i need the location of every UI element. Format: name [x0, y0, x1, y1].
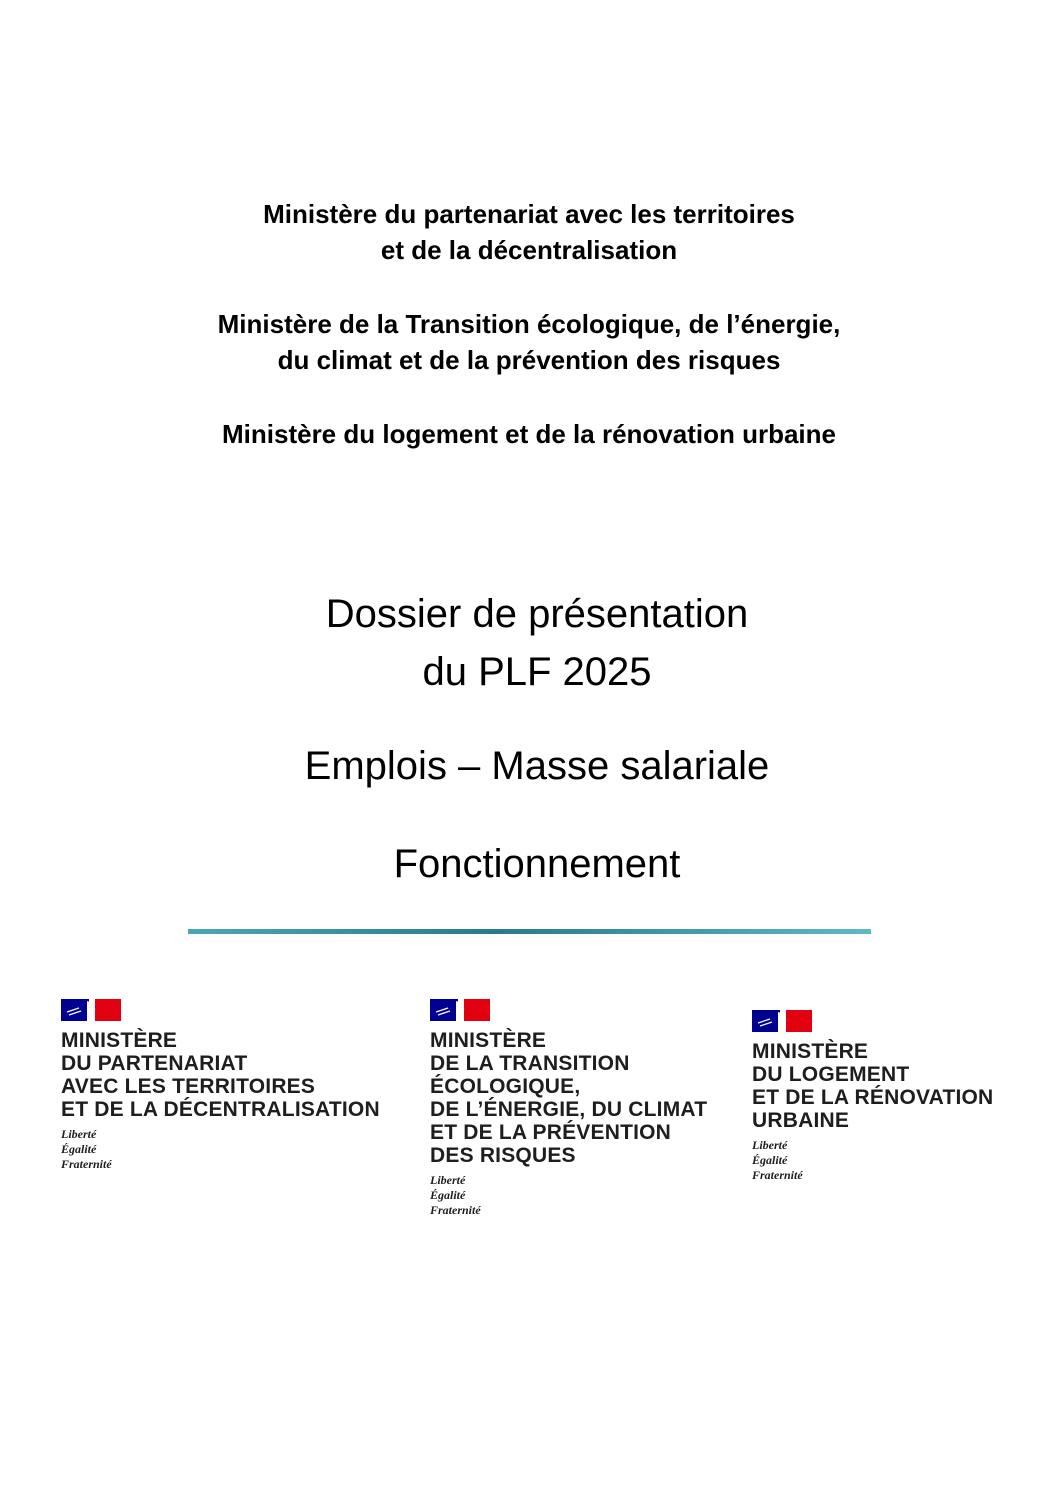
document-title: [0, 585, 1058, 893]
ministry-logement: Ministère du logement et de la rénovation urbaine: [222, 419, 836, 449]
logo-ministere-transition: [430, 999, 707, 1218]
marianne-flag-icon: [430, 999, 490, 1021]
logo-ministere-logement: [752, 1010, 993, 1183]
logo-ministere-partenariat: [61, 999, 380, 1172]
divider-line: [188, 929, 871, 934]
title-emplois: Emplois – Masse salariale: [304, 744, 770, 788]
marianne-flag-icon: [752, 1010, 812, 1032]
title-dossier: Dossier de présentation du PLF 2025: [325, 592, 749, 694]
logo-name: MINISTÈRE DU LOGEMENT ET DE LA RÉNOVATION URBAINE: [752, 1040, 994, 1132]
logo-name: MINISTÈRE DE LA TRANSITION ÉCOLOGIQUE, DE L’ÉNERGIE, DU CLIMAT ET DE LA PRÉVENTION DES RISQUES: [430, 1029, 708, 1167]
ministry-transition-ecologique: Ministère de la Transition écologique, de l’énergie, du climat et de la prévention des risques: [217, 309, 841, 375]
logo-name: MINISTÈRE DU PARTENARIAT AVEC LES TERRITOIRES ET DE LA DÉCENTRALISATION: [61, 1029, 380, 1121]
ministry-partenariat: Ministère du partenariat avec les territoires et de la décentralisation: [263, 199, 795, 265]
logo-motto: Liberté Égalité Fraternité: [752, 1138, 803, 1182]
marianne-flag-icon: [61, 999, 121, 1021]
ministries-header: [0, 196, 1058, 452]
title-fonctionnement: Fonctionnement: [393, 842, 681, 886]
logo-motto: Liberté Égalité Fraternité: [61, 1127, 112, 1171]
logo-motto: Liberté Égalité Fraternité: [430, 1173, 481, 1217]
